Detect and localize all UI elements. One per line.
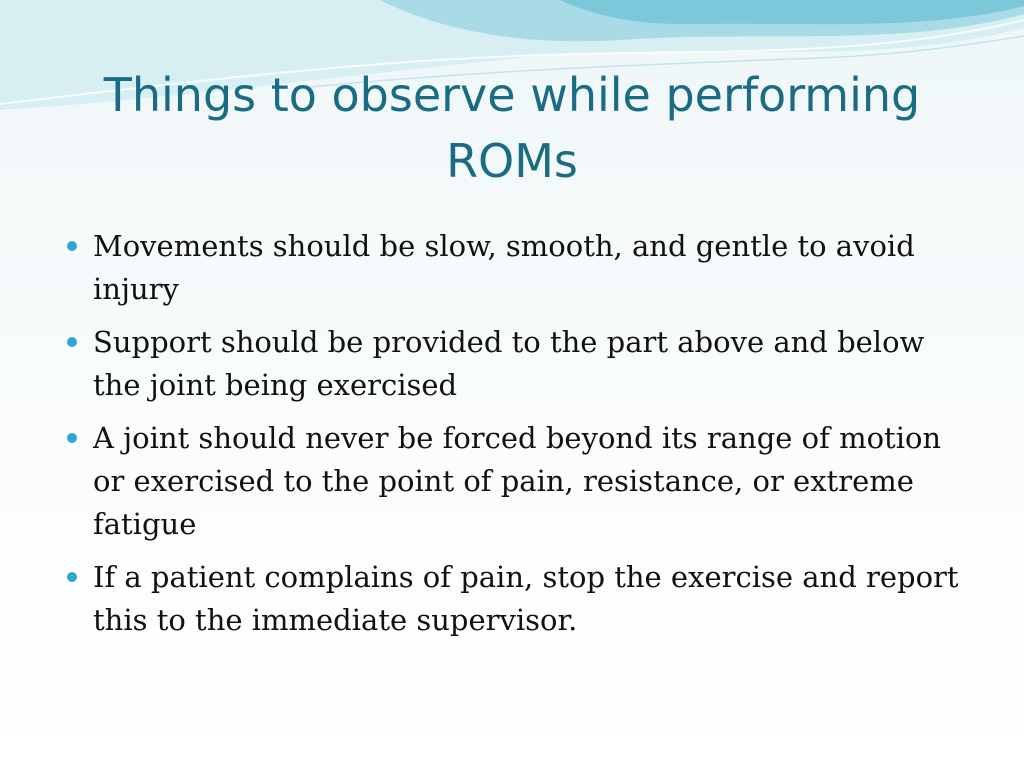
bullet-item (60, 417, 960, 546)
bullet-icon (67, 572, 77, 582)
bullet-item (60, 556, 960, 642)
bullet-item (60, 225, 960, 311)
bullet-text: A joint should never be forced beyond its range of motion or exercised to the point of pain, resistance, or extreme fatigue (93, 421, 942, 541)
bullet-icon (67, 337, 77, 347)
bullet-icon (67, 241, 77, 251)
bullet-icon (67, 433, 77, 443)
bullet-list (60, 225, 960, 652)
bullet-text: Support should be provided to the part above and below the joint being exercised (93, 325, 925, 402)
bullet-text: If a patient complains of pain, stop the exercise and report this to the immediate supervisor. (93, 560, 959, 637)
bullet-item (60, 321, 960, 407)
slide-title: Things to observe while performing ROMs (103, 68, 921, 188)
bullet-text: Movements should be slow, smooth, and gentle to avoid injury (93, 229, 915, 306)
